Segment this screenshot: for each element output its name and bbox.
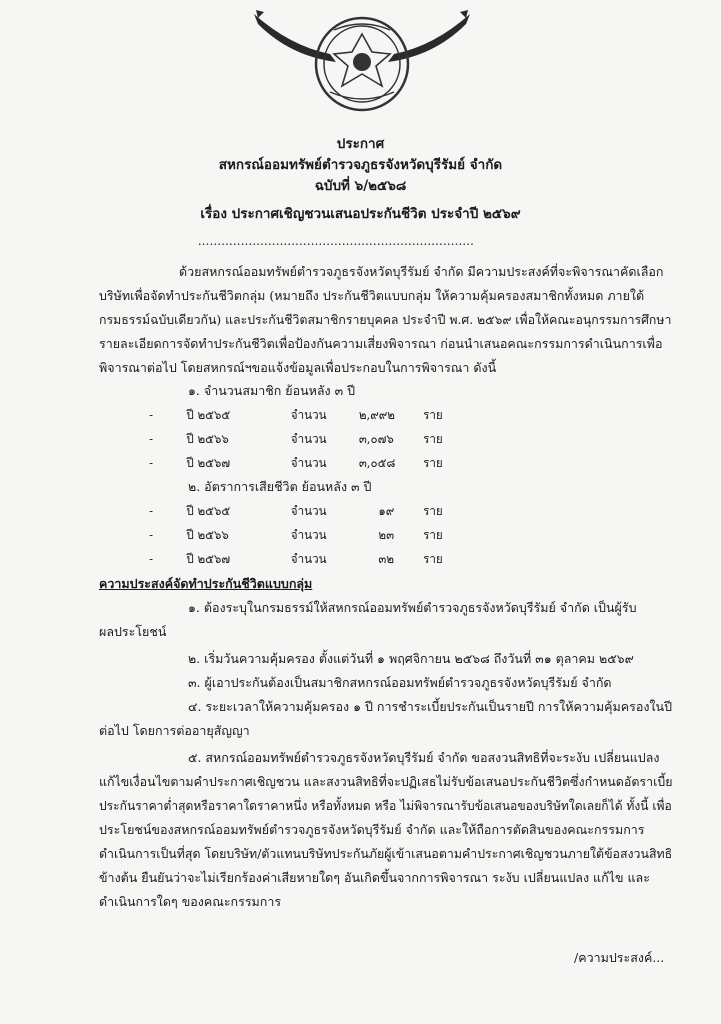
row-dash: - <box>149 527 154 542</box>
row-label: จำนวน <box>290 527 327 542</box>
intro-line-1: ด้วยสหกรณ์ออมทรัพย์ตำรวจภูธรจังหวัดบุรีรัมย์ จำกัด มีความประสงค์ที่จะพิจารณาคัดเลือก <box>179 264 664 279</box>
intro-line-2: บริษัทเพื่อจัดทำประกันชีวิตกลุ่ม (หมายถึง ประกันชีวิตแบบกลุ่ม ให้ความคุ้มครองสมาชิกทั้งหมด ภายใต้ <box>99 288 645 303</box>
row-dash: - <box>149 503 154 518</box>
intro-line-3: กรมธรรม์ฉบับเดียวกัน) และประกันชีวิตสมาชิกรายบุคคล ประจำปี พ.ศ. ๒๕๖๙ เพื่อให้คณะอนุกรรมการศึกษา <box>99 312 672 327</box>
row-unit: ราย <box>423 551 443 566</box>
purpose-item-1b: ผลประโยชน์ <box>99 624 167 639</box>
continued-note: /ความประสงค์... <box>574 950 665 965</box>
purpose-item-1a: ๑. ต้องระบุในกรมธรรม์ให้สหกรณ์ออมทรัพย์ตำรวจภูธรจังหวัดบุรีรัมย์ จำกัด เป็นผู้รับ <box>188 600 637 615</box>
purpose-heading: ความประสงค์จัดทำประกันชีวิตแบบกลุ่ม <box>99 576 313 591</box>
row-label: จำนวน <box>290 455 327 470</box>
purpose-item-4b: ต่อไป โดยการต่ออายุสัญญา <box>99 723 250 738</box>
intro-line-5: พิจารณาต่อไป โดยสหกรณ์ฯขอแจ้งข้อมูลเพื่อประกอบในการพิจารณา ดังนี้ <box>99 360 497 375</box>
purpose-item-5a: ๕. สหกรณ์ออมทรัพย์ตำรวจภูธรจังหวัดบุรีรัมย์ จำกัด ขอสงวนสิทธิที่จะระงับ เปลี่ยนแปลง <box>188 750 660 765</box>
row-value: ๓,๐๕๘ <box>358 455 396 470</box>
table-row <box>0 504 672 520</box>
row-dash: - <box>149 431 154 446</box>
row-year: ปี ๒๕๖๕ <box>186 503 231 518</box>
purpose-item-4a: ๔. ระยะเวลาให้ความคุ้มครอง ๑ ปี การชำระเบี้ยประกันเป็นรายปี การให้ความคุ้มครองในปี <box>188 699 673 714</box>
purpose-item-5g: ดำเนินการใดๆ ของคณะกรรมการ <box>99 894 282 909</box>
row-dash: - <box>149 455 154 470</box>
row-value: ๓,๐๗๖ <box>358 431 394 446</box>
purpose-item-2: ๒. เริ่มวันความคุ้มครอง ตั้งแต่วันที่ ๑ พฤศจิกายน ๒๕๖๘ ถึงวันที่ ๓๑ ตุลาคม ๒๕๖๙ <box>188 651 634 666</box>
row-value: ๒๓ <box>378 527 395 542</box>
deaths-heading: ๒. อัตราการเสียชีวิต ย้อนหลัง ๓ ปี <box>188 479 372 494</box>
row-label: จำนวน <box>290 503 327 518</box>
intro-line-4: รายละเอียดการจัดทำประกันชีวิตเพื่อป้องกันความเสี่ยงพิจารณา ก่อนนำเสนอคณะกรรมการดำเนินการเพื่อ <box>99 336 663 351</box>
table-row <box>0 456 672 472</box>
issue-number: ฉบับที่ ๖/๒๕๖๘ <box>314 178 407 194</box>
row-value: ๒,๙๙๒ <box>358 407 395 422</box>
organization-name: สหกรณ์ออมทรัพย์ตำรวจภูธรจังหวัดบุรีรัมย์ จำกัด <box>218 157 503 173</box>
announcement-title: ประกาศ <box>336 136 385 152</box>
cooperative-emblem-icon <box>250 6 474 122</box>
row-year: ปี ๒๕๖๗ <box>186 551 231 566</box>
row-label: จำนวน <box>290 431 327 446</box>
row-unit: ราย <box>423 455 443 470</box>
row-unit: ราย <box>423 527 443 542</box>
table-row <box>0 432 672 448</box>
purpose-item-5e: ดำเนินการเป็นที่สุด โดยบริษัท/ตัวแทนบริษัทประกันภัยผู้เข้าเสนอตามคำประกาศเชิญชวนภายใต้ข้อสงวนสิทธิ <box>99 846 673 861</box>
purpose-item-5c: ประกันราคาต่ำสุดหรือราคาใดราคาหนึ่ง หรือทั้งหมด หรือ ไม่พิจารณารับข้อเสนอของบริษัทใดเลยก็ได้ ทั้งนี้ เพื่อ <box>99 798 672 813</box>
row-year: ปี ๒๕๖๖ <box>186 527 229 542</box>
row-year: ปี ๒๕๖๗ <box>186 455 231 470</box>
dotted-separator: ....................................................................... <box>197 233 475 248</box>
members-heading: ๑. จำนวนสมาชิก ย้อนหลัง ๓ ปี <box>188 383 356 398</box>
row-label: จำนวน <box>290 551 327 566</box>
table-row <box>0 528 672 544</box>
row-unit: ราย <box>423 431 443 446</box>
purpose-item-5f: ข้างต้น ยืนยันว่าจะไม่เรียกร้องค่าเสียหายใดๆ อันเกิดขึ้นจากการพิจารณา ระงับ เปลี่ยนแปลง แก้ไข และ <box>99 870 650 885</box>
row-dash: - <box>149 551 154 566</box>
row-value: ๑๙ <box>378 503 395 518</box>
table-row <box>0 552 672 568</box>
row-dash: - <box>149 407 154 422</box>
row-label: จำนวน <box>290 407 327 422</box>
table-row <box>0 408 672 424</box>
purpose-item-5d: ประโยชน์ของสหกรณ์ออมทรัพย์ตำรวจภูธรจังหวัดบุรีรัมย์ จำกัด และให้ถือการตัดสินของคณะกรรมการ <box>99 822 645 837</box>
row-year: ปี ๒๕๖๖ <box>186 431 229 446</box>
row-unit: ราย <box>423 503 443 518</box>
row-year: ปี ๒๕๖๕ <box>186 407 231 422</box>
purpose-item-3: ๓. ผู้เอาประกันต้องเป็นสมาชิกสหกรณ์ออมทรัพย์ตำรวจภูธรจังหวัดบุรีรัมย์ จำกัด <box>188 675 612 690</box>
subject-line: เรื่อง ประกาศเชิญชวนเสนอประกันชีวิต ประจำปี ๒๕๖๙ <box>200 206 521 222</box>
purpose-item-5b: แก้ไขเงื่อนไขตามคำประกาศเชิญชวน และสงวนสิทธิที่จะปฏิเสธไม่รับข้อเสนอประกันชีวิตซึ่งกำหนดอัตราเบี้ย <box>99 774 673 789</box>
row-unit: ราย <box>423 407 443 422</box>
row-value: ๓๒ <box>378 551 395 566</box>
